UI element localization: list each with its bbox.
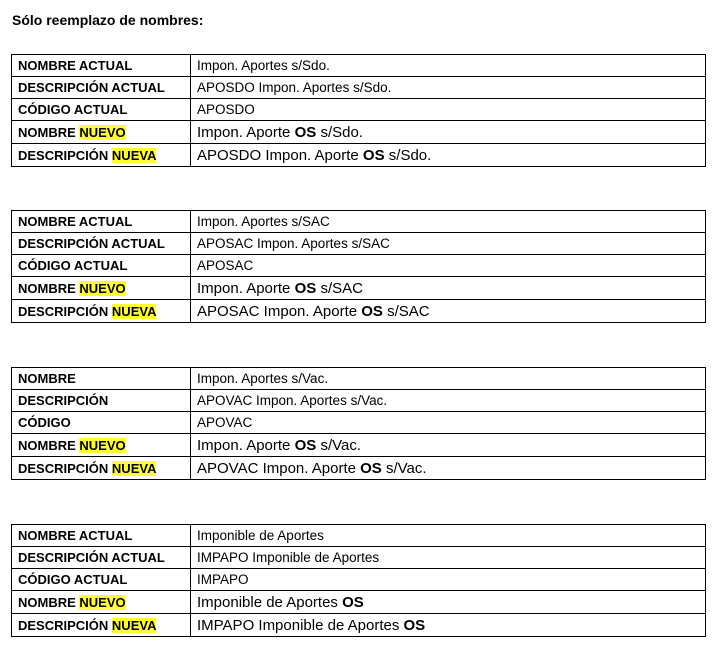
row-value-new [191, 144, 706, 167]
table-row-new [12, 591, 706, 614]
row-value-new [191, 614, 706, 637]
value-post: s/Vac. [386, 459, 427, 477]
table-row-new [12, 300, 706, 323]
highlight-nuevo: NUEVO [79, 437, 126, 453]
value-pre: APOSAC Impon. Aporte [197, 302, 358, 320]
row-label [12, 457, 191, 480]
table-row-new [12, 277, 706, 300]
value-bold: OS [361, 302, 383, 320]
table-row [12, 211, 706, 233]
value-pre: APOVAC Impon. Aporte [197, 459, 356, 477]
label-text: NOMBRE [18, 124, 76, 140]
row-label: CÓDIGO [12, 412, 191, 434]
row-label: NOMBRE ACTUAL [12, 211, 191, 233]
row-value: APOSDO Impon. Aportes s/Sdo. [191, 77, 706, 99]
value-post: s/Vac. [320, 436, 362, 454]
table-row-new [12, 121, 706, 144]
row-label [12, 434, 191, 457]
rename-table-3 [11, 367, 706, 480]
value-pre: IMPAPO Imponible de Aportes [197, 616, 400, 634]
value-pre: Imponible de Aportes [197, 593, 338, 611]
table-row [12, 233, 706, 255]
row-label: DESCRIPCIÓN ACTUAL [12, 547, 191, 569]
row-value: IMPAPO Imponible de Aportes [191, 547, 706, 569]
value-post: s/SAC [387, 302, 430, 320]
table-row [12, 55, 706, 77]
highlight-nueva: NUEVA [111, 460, 157, 476]
page-heading: Sólo reemplazo de nombres: [12, 12, 204, 28]
highlight-nueva: NUEVA [111, 303, 157, 319]
row-label: CÓDIGO ACTUAL [12, 99, 191, 121]
row-value: APOSDO [191, 99, 706, 121]
rename-table-1 [11, 54, 706, 167]
value-pre: APOSDO Impon. Aporte [197, 146, 359, 164]
table-row [12, 569, 706, 591]
value-pre: Impon. Aporte [197, 123, 291, 141]
label-text: DESCRIPCIÓN [18, 303, 109, 319]
value-bold: OS [294, 436, 317, 454]
table-row [12, 525, 706, 547]
row-value: APOSAC [191, 255, 706, 277]
highlight-nuevo: NUEVO [79, 124, 126, 140]
row-value: Impon. Aportes s/Vac. [191, 368, 706, 390]
value-bold: OS [362, 146, 385, 164]
highlight-nuevo: NUEVO [79, 280, 126, 296]
row-label: CÓDIGO ACTUAL [12, 255, 191, 277]
row-value-new [191, 434, 706, 457]
table-row-new [12, 614, 706, 637]
label-text: DESCRIPCIÓN [18, 147, 109, 163]
value-post: s/SAC [320, 279, 363, 297]
label-text: DESCRIPCIÓN [18, 460, 109, 476]
value-post: s/Sdo. [320, 123, 363, 141]
row-label: DESCRIPCIÓN [12, 390, 191, 412]
label-text: NOMBRE [18, 594, 76, 610]
row-value-new [191, 591, 706, 614]
table-row [12, 99, 706, 121]
label-text: NOMBRE [18, 437, 76, 453]
value-bold: OS [342, 593, 364, 611]
row-label [12, 277, 191, 300]
row-label: DESCRIPCIÓN ACTUAL [12, 233, 191, 255]
row-value: Impon. Aportes s/SAC [191, 211, 706, 233]
table-row [12, 412, 706, 434]
value-bold: OS [403, 616, 426, 634]
row-value-new [191, 457, 706, 480]
row-value-new [191, 300, 706, 323]
row-value-new [191, 277, 706, 300]
row-label: NOMBRE ACTUAL [12, 55, 191, 77]
row-value: APOVAC Impon. Aportes s/Vac. [191, 390, 706, 412]
table-row [12, 368, 706, 390]
value-bold: OS [294, 123, 317, 141]
value-pre: Impon. Aporte [197, 436, 291, 454]
row-value-new [191, 121, 706, 144]
row-value: Impon. Aportes s/Sdo. [191, 55, 706, 77]
row-label [12, 591, 191, 614]
rename-table-2 [11, 210, 706, 323]
table-row-new [12, 457, 706, 480]
row-label: CÓDIGO ACTUAL [12, 569, 191, 591]
value-pre: Impon. Aporte [197, 279, 291, 297]
label-text: NOMBRE [18, 280, 76, 296]
table-row [12, 255, 706, 277]
rename-table-4 [11, 524, 706, 637]
row-label [12, 144, 191, 167]
row-label: NOMBRE [12, 368, 191, 390]
row-label: NOMBRE ACTUAL [12, 525, 191, 547]
row-label [12, 300, 191, 323]
highlight-nueva: NUEVA [111, 147, 157, 163]
table-row [12, 547, 706, 569]
table-row-new [12, 434, 706, 457]
row-label [12, 614, 191, 637]
table-row-new [12, 144, 706, 167]
value-bold: OS [360, 459, 382, 477]
value-bold: OS [294, 279, 317, 297]
row-label [12, 121, 191, 144]
label-text: DESCRIPCIÓN [18, 617, 109, 633]
highlight-nueva: NUEVA [111, 617, 157, 633]
row-value: APOVAC [191, 412, 706, 434]
row-label: DESCRIPCIÓN ACTUAL [12, 77, 191, 99]
row-value: APOSAC Impon. Aportes s/SAC [191, 233, 706, 255]
row-value: IMPAPO [191, 569, 706, 591]
table-row [12, 77, 706, 99]
row-value: Imponible de Aportes [191, 525, 706, 547]
highlight-nuevo: NUEVO [79, 594, 126, 610]
value-post: s/Sdo. [388, 146, 432, 164]
table-row [12, 390, 706, 412]
